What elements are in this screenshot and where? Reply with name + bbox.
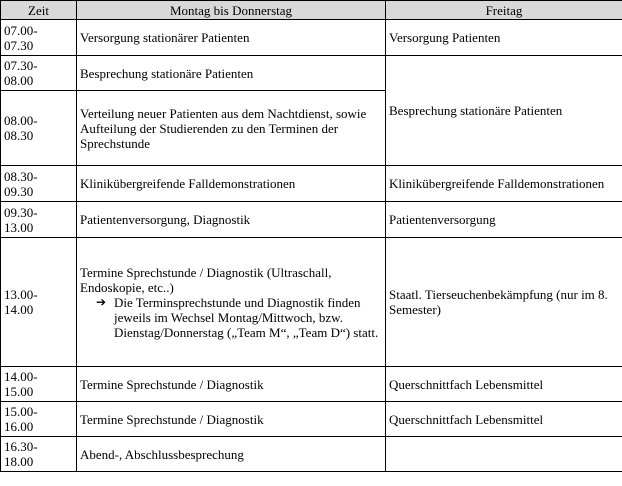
time-cell: 08.00- 08.30 [1, 91, 77, 166]
header-time: Zeit [1, 1, 77, 20]
time-cell: 14.00- 15.00 [1, 367, 77, 402]
right-arrow-icon: ➔ [96, 294, 107, 309]
table-row [1, 402, 622, 437]
mon-thu-cell: Abend-, Abschlussbesprechung [77, 437, 386, 472]
mon-thu-cell [77, 238, 386, 367]
mon-thu-cell: Besprechung stationäre Patienten [77, 56, 386, 91]
fri-cell [386, 437, 622, 472]
mon-thu-cell: Verteilung neuer Patienten aus dem Nachtdienst, sowie Aufteilung der Studierenden zu den Terminen der Sprechstunde [77, 91, 386, 166]
fri-cell: Staatl. Tierseuchenbekämpfung (nur im 8. Semester) [386, 238, 622, 367]
fri-cell: Querschnittfach Lebensmittel [386, 367, 622, 402]
fri-cell: Querschnittfach Lebensmittel [386, 402, 622, 437]
fri-cell: Klinikübergreifende Falldemonstrationen [386, 166, 622, 202]
mon-thu-cell: Versorgung stationärer Patienten [77, 20, 386, 56]
time-cell: 08.30- 09.30 [1, 166, 77, 202]
header-mon-thu: Montag bis Donnerstag [77, 1, 386, 20]
table-row [1, 437, 622, 472]
time-cell: 07.00- 07.30 [1, 20, 77, 56]
team-note [80, 295, 382, 340]
table-row [1, 367, 622, 402]
mon-thu-text: Termine Sprechstunde / Diagnostik (Ultraschall, Endoskopie, etc..) [80, 264, 332, 295]
time-cell: 07.30- 08.00 [1, 56, 77, 91]
table-row [1, 238, 622, 367]
time-cell: 09.30- 13.00 [1, 202, 77, 238]
team-note-text: Die Terminsprechstunde und Diagnostik finden jeweils im Wechsel Montag/Mittwoch, bzw. Dienstag/Donnerstag („Team M“, „Team D“) statt. [114, 294, 379, 340]
header-fri: Freitag [386, 1, 622, 20]
table-row [1, 56, 622, 91]
mon-thu-cell: Klinikübergreifende Falldemonstrationen [77, 166, 386, 202]
time-cell: 15.00- 16.00 [1, 402, 77, 437]
fri-cell: Versorgung Patienten [386, 20, 622, 56]
mon-thu-cell: Termine Sprechstunde / Diagnostik [77, 402, 386, 437]
table-header-row [1, 1, 622, 20]
fri-cell-merged: Besprechung stationäre Patienten [386, 56, 622, 166]
fri-cell: Patientenversorgung [386, 202, 622, 238]
table-row [1, 20, 622, 56]
time-cell: 13.00- 14.00 [1, 238, 77, 367]
time-cell: 16.30- 18.00 [1, 437, 77, 472]
table-row [1, 166, 622, 202]
table-row [1, 202, 622, 238]
mon-thu-cell: Termine Sprechstunde / Diagnostik [77, 367, 386, 402]
mon-thu-cell: Patientenversorgung, Diagnostik [77, 202, 386, 238]
